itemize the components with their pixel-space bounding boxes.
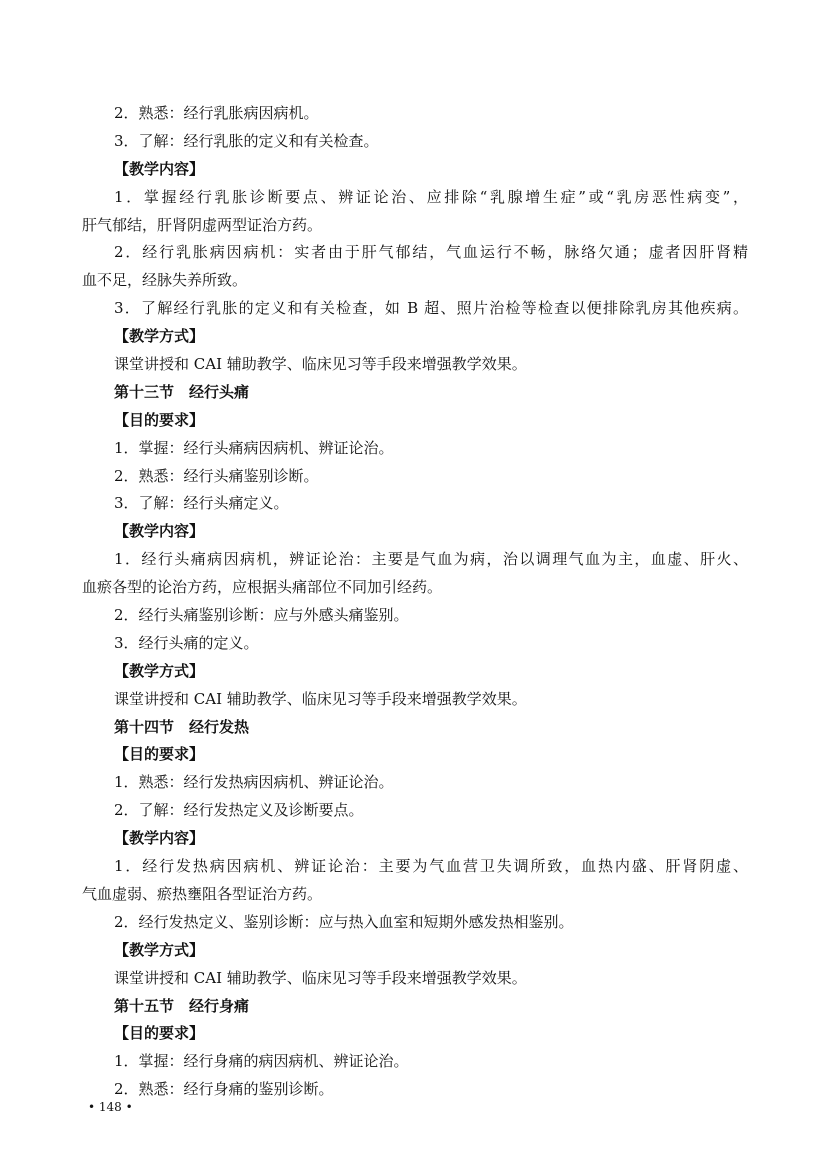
section-heading: 第十四节 经行发热 bbox=[114, 717, 250, 736]
text-line: 3．了解：经行乳胀的定义和有关检查。 bbox=[114, 131, 379, 150]
text-line: 血瘀各型的论治方药，应根据头痛部位不同加引经药。 bbox=[82, 578, 443, 597]
text-line: 课堂讲授和 CAI 辅助教学、临床见习等手段来增强教学效果。 bbox=[114, 355, 527, 374]
text-line: 2．熟悉：经行头痛鉴别诊断。 bbox=[114, 466, 319, 485]
section-heading: 【教学内容】 bbox=[114, 522, 205, 541]
text-line: 气血虚弱、瘀热壅阻各型证治方药。 bbox=[82, 884, 323, 903]
text-line: 3．了解：经行头痛定义。 bbox=[114, 494, 289, 513]
page-number: • 148 • bbox=[88, 1100, 133, 1114]
text-line: 1．掌握：经行身痛的病因病机、辨证论治。 bbox=[114, 1052, 409, 1071]
text-line: 课堂讲授和 CAI 辅助教学、临床见习等手段来增强教学效果。 bbox=[114, 689, 527, 708]
section-heading: 第十五节 经行身痛 bbox=[114, 996, 250, 1015]
text-line: 课堂讲授和 CAI 辅助教学、临床见习等手段来增强教学效果。 bbox=[114, 968, 527, 987]
text-line: 3．经行头痛的定义。 bbox=[114, 633, 259, 652]
text-line: 2．熟悉：经行身痛的鉴别诊断。 bbox=[114, 1080, 334, 1099]
text-line: 2．经行发热定义、鉴别诊断：应与热入血室和短期外感发热相鉴别。 bbox=[114, 912, 574, 931]
text-line: 1．掌握：经行头痛病因病机、辨证论治。 bbox=[114, 438, 394, 457]
section-heading: 第十三节 经行头痛 bbox=[114, 382, 250, 401]
section-heading: 【教学方式】 bbox=[114, 940, 205, 959]
text-line: 2．经行乳胀病因病机：实者由于肝气郁结，气血运行不畅，脉络欠通；虚者因肝肾精 bbox=[114, 243, 748, 262]
section-heading: 【目的要求】 bbox=[114, 1024, 205, 1043]
text-line: 1．经行头痛病因病机，辨证论治：主要是气血为病，治以调理气血为主，血虚、肝火、 bbox=[114, 550, 748, 569]
section-heading: 【目的要求】 bbox=[114, 410, 205, 429]
page-body bbox=[82, 100, 748, 1104]
section-heading: 【目的要求】 bbox=[114, 745, 205, 764]
text-line: 肝气郁结，肝肾阴虚两型证治方药。 bbox=[82, 215, 323, 234]
text-line: 血不足，经脉失养所致。 bbox=[82, 271, 248, 290]
section-heading: 【教学内容】 bbox=[114, 159, 205, 178]
section-heading: 【教学内容】 bbox=[114, 829, 205, 848]
text-line: 1．经行发热病因病机、辨证论治：主要为气血营卫失调所致，血热内盛、肝肾阴虚、 bbox=[114, 857, 748, 876]
text-line: 2．了解：经行发热定义及诊断要点。 bbox=[114, 801, 364, 820]
text-line: 2．经行头痛鉴别诊断：应与外感头痛鉴别。 bbox=[114, 606, 409, 625]
text-line: 1．掌握经行乳胀诊断要点、辨证论治、应排除“乳腺增生症”或“乳房恶性病变”， bbox=[114, 187, 748, 206]
section-heading: 【教学方式】 bbox=[114, 661, 205, 680]
text-line: 2．熟悉：经行乳胀病因病机。 bbox=[114, 104, 319, 122]
section-heading: 【教学方式】 bbox=[114, 327, 205, 346]
text-line: 1．熟悉：经行发热病因病机、辨证论治。 bbox=[114, 773, 394, 792]
text-line: 3．了解经行乳胀的定义和有关检查，如 B 超、照片治检等检查以便排除乳房其他疾病。 bbox=[114, 299, 748, 318]
